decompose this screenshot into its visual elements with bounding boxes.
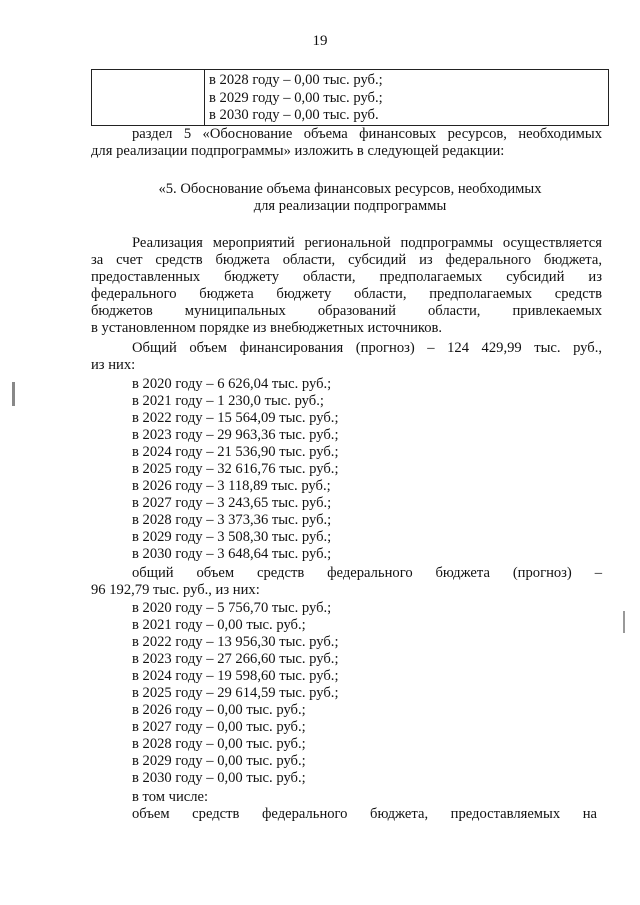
- scan-edge-mark: [12, 382, 15, 406]
- total-year-item: в 2022 году – 15 564,09 тыс. руб.;: [132, 410, 339, 426]
- federal-financing-line: 96 192,79 тыс. руб., из них:: [91, 582, 260, 598]
- federal-year-item: в 2023 году – 27 266,60 тыс. руб.;: [132, 651, 339, 667]
- federal-year-item: в 2030 году – 0,00 тыс. руб.;: [132, 770, 306, 786]
- including-label: в том числе:: [132, 789, 209, 805]
- federal-year-item: в 2021 году – 0,00 тыс. руб.;: [132, 617, 306, 633]
- intro-line: раздел 5 «Обоснование объема финансовых ресурсов, необходимых: [132, 126, 602, 142]
- total-year-item: в 2024 году – 21 536,90 тыс. руб.;: [132, 444, 339, 460]
- total-year-item: в 2028 году – 3 373,36 тыс. руб.;: [132, 512, 332, 528]
- table-row: в 2029 году – 0,00 тыс. руб.;: [209, 89, 383, 106]
- federal-year-item: в 2026 году – 0,00 тыс. руб.;: [132, 702, 306, 718]
- total-financing-line: Общий объем финансирования (прогноз) – 124 429,99 тыс. руб.,: [132, 340, 602, 356]
- scan-edge-mark: [623, 611, 625, 633]
- total-year-item: в 2026 году – 3 118,89 тыс. руб.;: [132, 478, 331, 494]
- continuation-table: [91, 69, 609, 126]
- table-row: в 2030 году – 0,00 тыс. руб.: [209, 107, 379, 123]
- federal-year-item: в 2024 году – 19 598,60 тыс. руб.;: [132, 668, 339, 684]
- paragraph-line: бюджетов муниципальных образований области, привлекаемых: [91, 303, 602, 319]
- table-row: в 2028 году – 0,00 тыс. руб.;: [209, 72, 383, 88]
- federal-year-item: в 2025 году – 29 614,59 тыс. руб.;: [132, 685, 339, 701]
- table-values-cell: [205, 70, 609, 126]
- total-year-item: в 2021 году – 1 230,0 тыс. руб.;: [132, 393, 324, 409]
- total-financing-line: из них:: [91, 357, 136, 373]
- federal-year-item: в 2029 году – 0,00 тыс. руб.;: [132, 753, 306, 769]
- paragraph-line: предоставленных бюджету области, предполагаемых субсидий из: [91, 269, 602, 285]
- total-year-item: в 2030 году – 3 648,64 тыс. руб.;: [132, 546, 332, 562]
- paragraph-line: в установленном порядке из внебюджетных источников.: [91, 320, 443, 336]
- federal-year-item: в 2027 году – 0,00 тыс. руб.;: [132, 719, 306, 735]
- total-year-item: в 2023 году – 29 963,36 тыс. руб.;: [132, 427, 339, 443]
- total-year-item: в 2025 году – 32 616,76 тыс. руб.;: [132, 461, 339, 477]
- total-year-item: в 2020 году – 6 626,04 тыс. руб.;: [132, 376, 332, 392]
- federal-year-item: в 2028 году – 0,00 тыс. руб.;: [132, 736, 306, 752]
- last-line: объем средств федерального бюджета, предоставляемых на: [132, 806, 597, 822]
- paragraph-line: за счет средств бюджета области, субсидий из федерального бюджета,: [91, 252, 602, 268]
- federal-year-item: в 2022 году – 13 956,30 тыс. руб.;: [132, 634, 339, 650]
- paragraph-line: федерального бюджета бюджету области, предполагаемых средств: [91, 286, 602, 302]
- section-heading: для реализации подпрограммы: [253, 198, 447, 214]
- federal-year-item: в 2020 году – 5 756,70 тыс. руб.;: [132, 600, 332, 616]
- total-year-item: в 2029 году – 3 508,30 тыс. руб.;: [132, 529, 332, 545]
- page-number: 19: [312, 33, 328, 49]
- total-year-item: в 2027 году – 3 243,65 тыс. руб.;: [132, 495, 332, 511]
- section-heading: «5. Обоснование объема финансовых ресурсов, необходимых: [158, 181, 542, 197]
- paragraph-line: Реализация мероприятий региональной подпрограммы осуществляется: [132, 235, 602, 251]
- intro-line: для реализации подпрограммы» изложить в следующей редакции:: [91, 143, 505, 159]
- table-empty-cell: [92, 70, 205, 126]
- federal-financing-line: общий объем средств федерального бюджета (прогноз) –: [132, 565, 602, 581]
